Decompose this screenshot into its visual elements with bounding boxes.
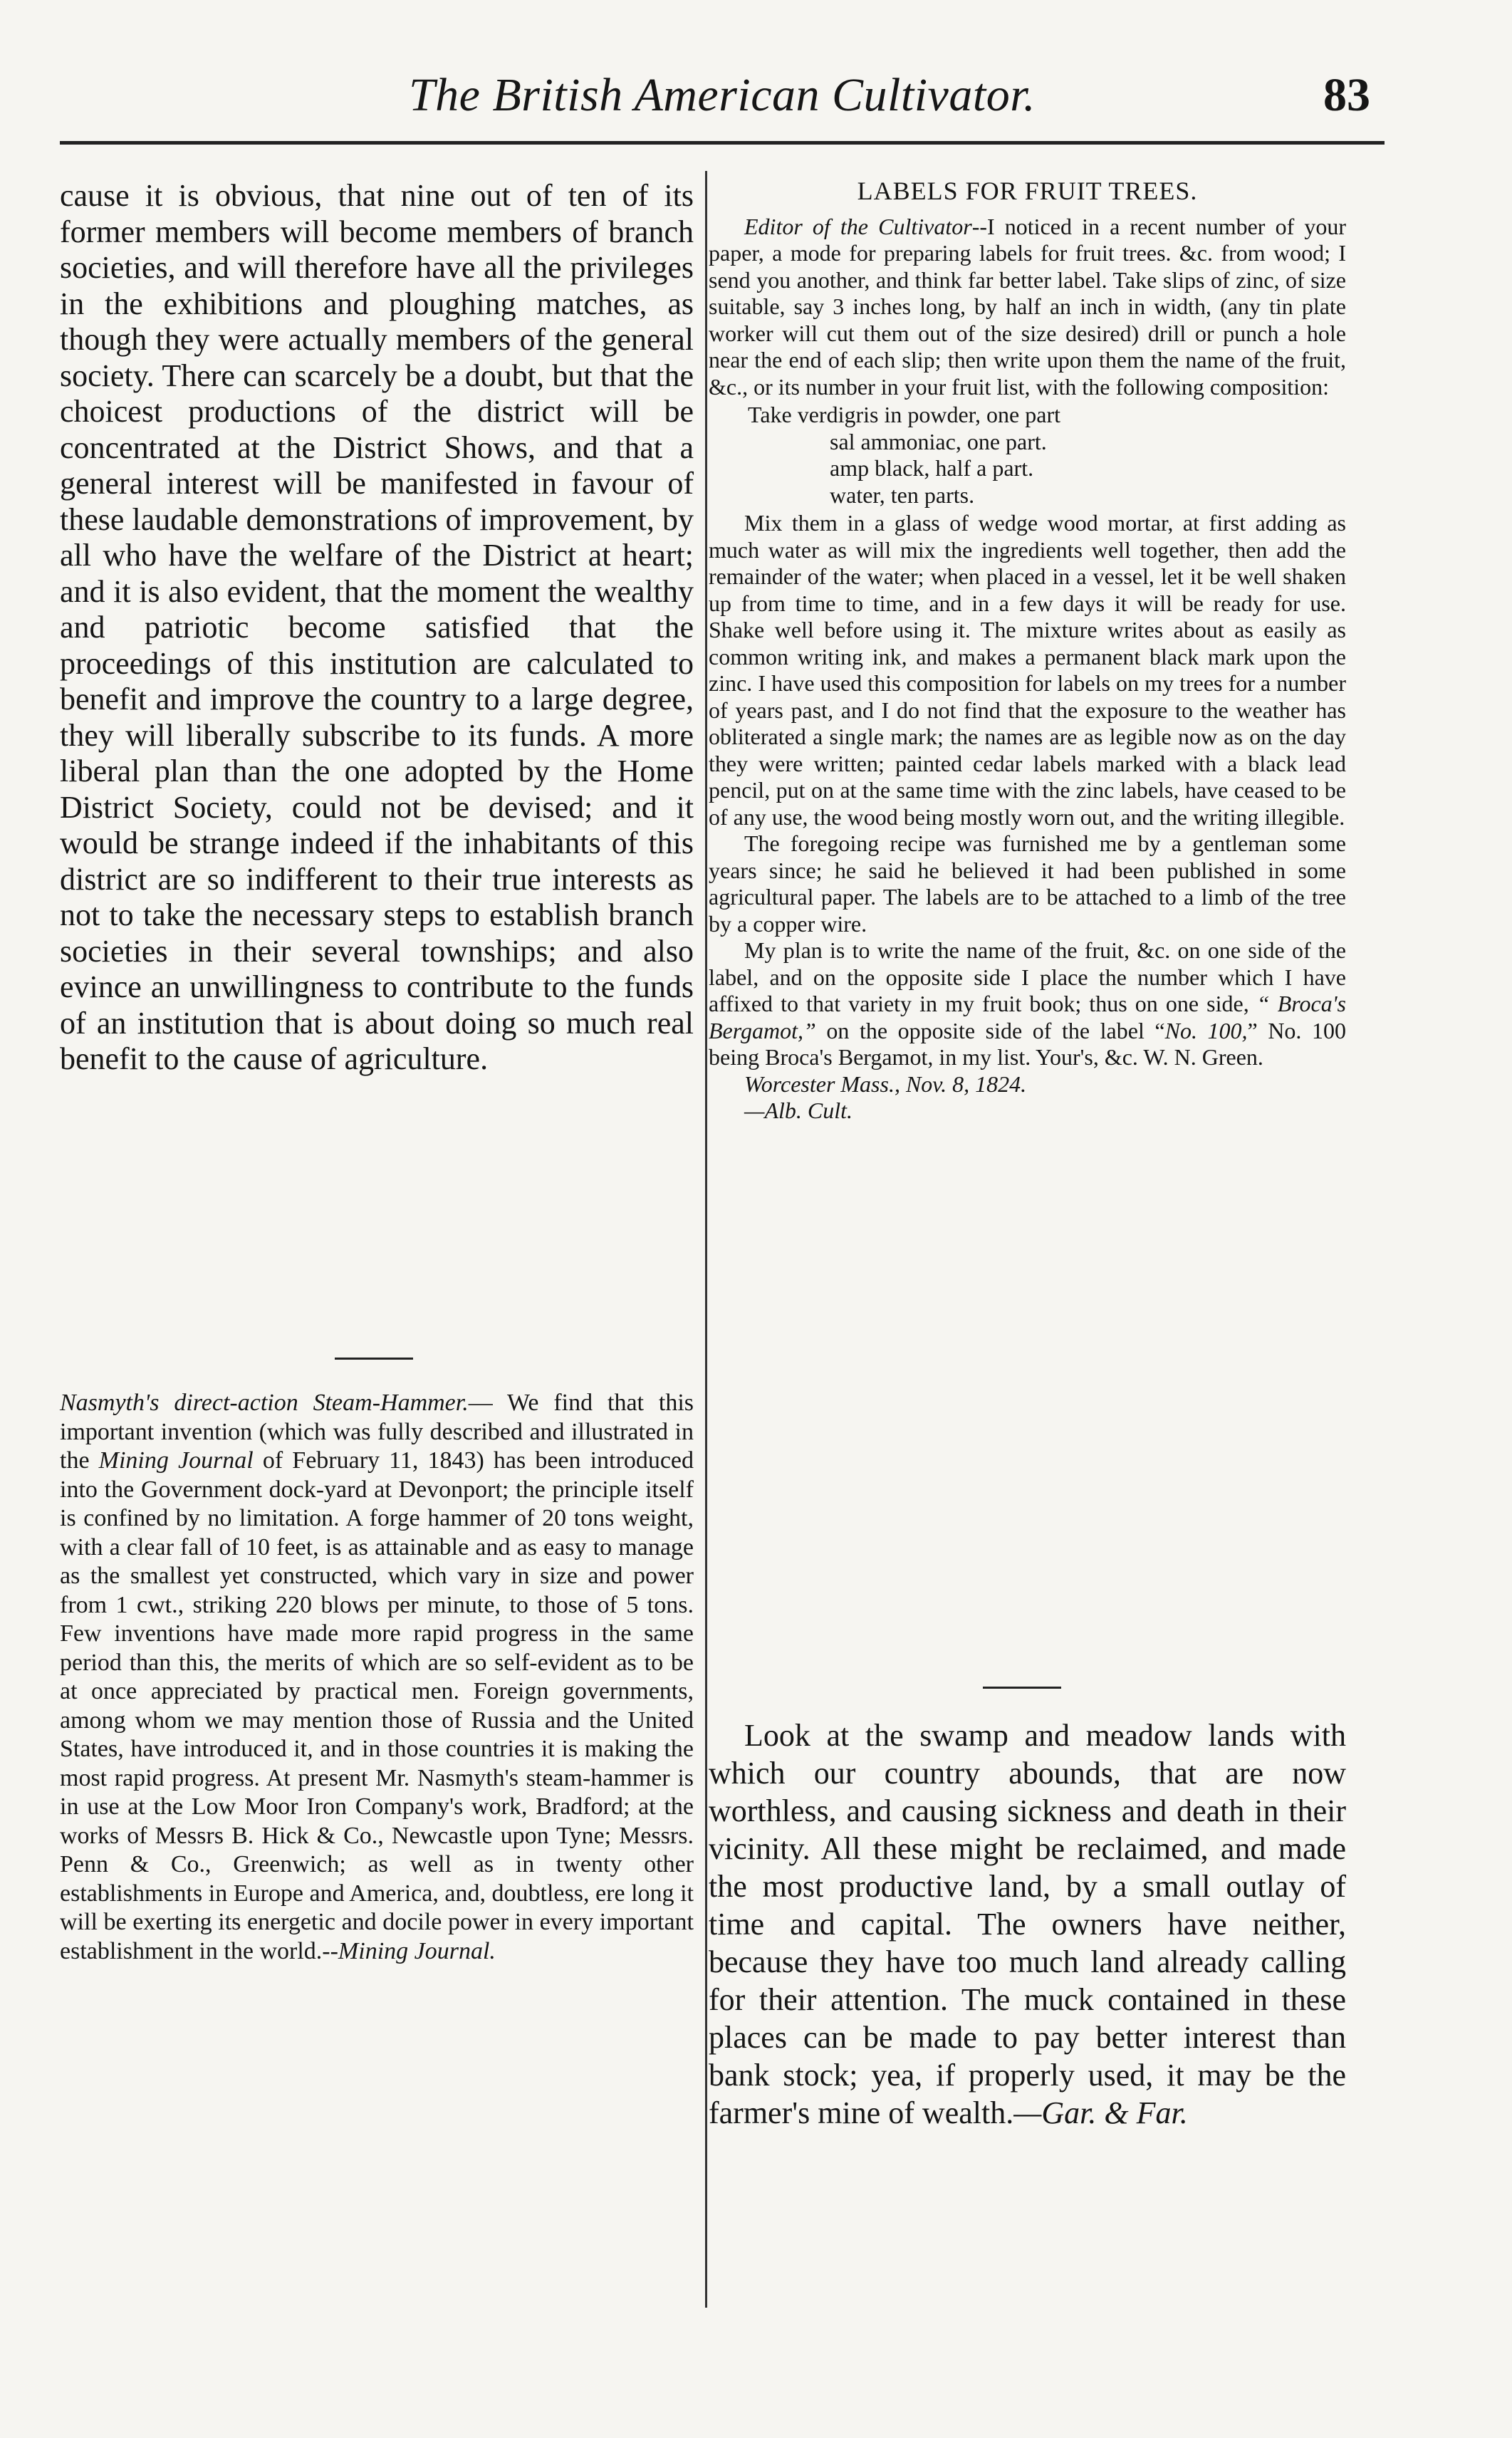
salutation: Editor of the Cultivator xyxy=(744,213,972,239)
recipe-line: water, ten parts. xyxy=(830,481,975,508)
labels-paragraph-4 xyxy=(709,937,1346,1071)
swamp-source: —Gar. & Far. xyxy=(1013,2095,1188,2130)
steam-hammer-source: Mining Journal. xyxy=(338,1937,496,1964)
labels-para-4c: ” No. 100 being Broca's Bergamot, in my list. Your's, &c. W. N. Green. xyxy=(709,1017,1347,1070)
article-divider xyxy=(335,1358,413,1360)
steam-hammer-heading: Nasmyth's direct-action Steam-Hammer. xyxy=(60,1390,469,1416)
recipe-line: Take verdigris in powder, one part xyxy=(748,402,1060,427)
page-header xyxy=(60,60,1385,138)
labels-heading: LABELS FOR FRUIT TREES. xyxy=(857,177,1198,205)
labels-para-4a: My plan is to write the name of the fruit, &c. on one side of the label, and on the opposite side I place the number which I have affixed to that variety in my fruit book; thus on one side, xyxy=(709,937,1346,1016)
steam-hammer-text-2: of February 11, 1843) has been introduced into the Government dock-yard at Devonport; the principle itself is confined by no limitation. A forge hammer of 20 tons weight, with a clear fall of 10 feet, is as attainable and as easy to manage as the smallest yet constructed, which vary in size and power from 1 cwt., striking 220 blows per minute, to those of 5 tons. Few inventions have made more rapid progress in the same period than this, the merits of which are so self-evident as to be at once appreciated by practical men. Foreign governments, among whom we may mention those of Russia and the United States, have introduced it, and in those countries it is making the most rapid progress. At present Mr. Nasmyth's steam-hammer is in use at the Low Moor Iron Company's work, Bradford; at the works of Messrs B. Hick & Co., Newcastle upon Tyne; Messrs. Penn & Co., Greenwich; as well as in twenty other establishments in Europe and America, and, doubtless, ere long it will be exerting its energetic and docile power in every important establishment in the world.-- xyxy=(60,1447,694,1964)
recipe-line: amp black, half a part. xyxy=(830,455,1034,481)
labels-para-4b: on the opposite side of the label “ xyxy=(815,1017,1165,1043)
recipe xyxy=(709,402,1346,509)
steam-hammer-article xyxy=(60,1389,694,1966)
continued-paragraph: cause it is obvious, that nine out of ten of its former members will become members of branch societies, and will therefore have all the privileges in the exhibitions and ploughing matches, as though they were actually members of the general society. There can scarcely be a doubt, but that the choicest productions of the district will be concentrated at the District Shows, and that a general interest will be manifested in favour of these laudable demonstrations of improvement, by all who have the welfare of the District at heart; and it is also evident, that the moment the wealthy and patriotic become satisfied that the proceedings of this institution are calculated to benefit and improve the country to a large degree, they will liberally subscribe to its funds. A more liberal plan than the one adopted by the Home District Society, could not be devised; and it would be strange indeed if the inhabitants of this district are so indifferent to their true interests as not to take the necessary steps to establish branch societies in their several townships; and also evince an unwillingness to contribute to the funds of an institution that is about doing so much real benefit to the cause of agriculture. xyxy=(60,178,694,1076)
article-divider xyxy=(983,1687,1061,1689)
labels-paragraph-2: Mix them in a glass of wedge wood mortar, at first adding as much water as will mix the ingredients well together, then add the remainder of the water; when placed in a vessel, let it be well shaken up from time to time, and in a few days it will be ready for use. Shake well before using it. The mixture writes about as easily as common writing ink, and makes a permanent black mark upon the zinc. I have used this composition for labels on my trees for a number of years past, and I do not find that the exposure to the weather has obliterated a single mark; the names are as legible now as on the day they were written; painted cedar labels marked with a black lead pencil, put on at the same time with the zinc labels, have ceased to be of any use, the wood being mostly worn out, and the writing illegible. xyxy=(709,510,1346,830)
left-column-continued-article xyxy=(60,178,694,1078)
labels-paragraph-1 xyxy=(709,214,1346,401)
steam-hammer-paragraph xyxy=(60,1389,694,1966)
labels-article xyxy=(709,178,1346,1125)
labels-para-1-text: --I noticed in a recent number of your paper, a mode for preparing labels for fruit trees. &c. from wood; I send you another, and think far better label. Take slips of zinc, of size suitable, say 3 inches long, by half an inch in width, (any tin plate worker will cut them out of the size desired) drill or punch a hole near the end of each slip; then write upon them the name of the fruit, &c., or its number in your fruit list, with the following composition: xyxy=(709,213,1347,400)
labels-paragraph-3: The foregoing recipe was furnished me by a gentleman some years since; he said he believed it had been published in some agricultural paper. The labels are to be attached to a limb of the tree by a copper wire. xyxy=(709,830,1346,937)
recipe-line: sal ammoniac, one part. xyxy=(830,428,1047,454)
steam-hammer-text-1: — We find that this important invention (which was fully described and illustrated in the xyxy=(60,1390,694,1474)
dateline: Worcester Mass., Nov. 8, 1824. xyxy=(744,1070,1027,1097)
column-rule xyxy=(705,171,707,2308)
swamp-text: Look at the swamp and meadow lands with which our country abounds, that are now worthless, and causing sickness and death in their vicinity. All these might be reclaimed, and made the most productive land, by a small outlay of time and capital. The owners have neither, because they have too much land already calling for their attention. The muck contained in these places can be made to pay better interest than bank stock; yea, if properly used, it may be the farmer's mine of wealth. xyxy=(709,1718,1346,2130)
label-number: No. 100, xyxy=(1164,1017,1248,1043)
labels-source: —Alb. Cult. xyxy=(744,1098,853,1123)
swamp-article xyxy=(709,1717,1346,2132)
bergamot-quote: “ Broca's Bergamot,” xyxy=(709,991,1347,1043)
swamp-paragraph xyxy=(709,1717,1346,2132)
mining-journal-title: Mining Journal xyxy=(98,1447,254,1474)
running-title: The British American Cultivator. xyxy=(408,69,1036,121)
header-rule xyxy=(60,141,1385,145)
page-number: 83 xyxy=(1323,69,1370,121)
